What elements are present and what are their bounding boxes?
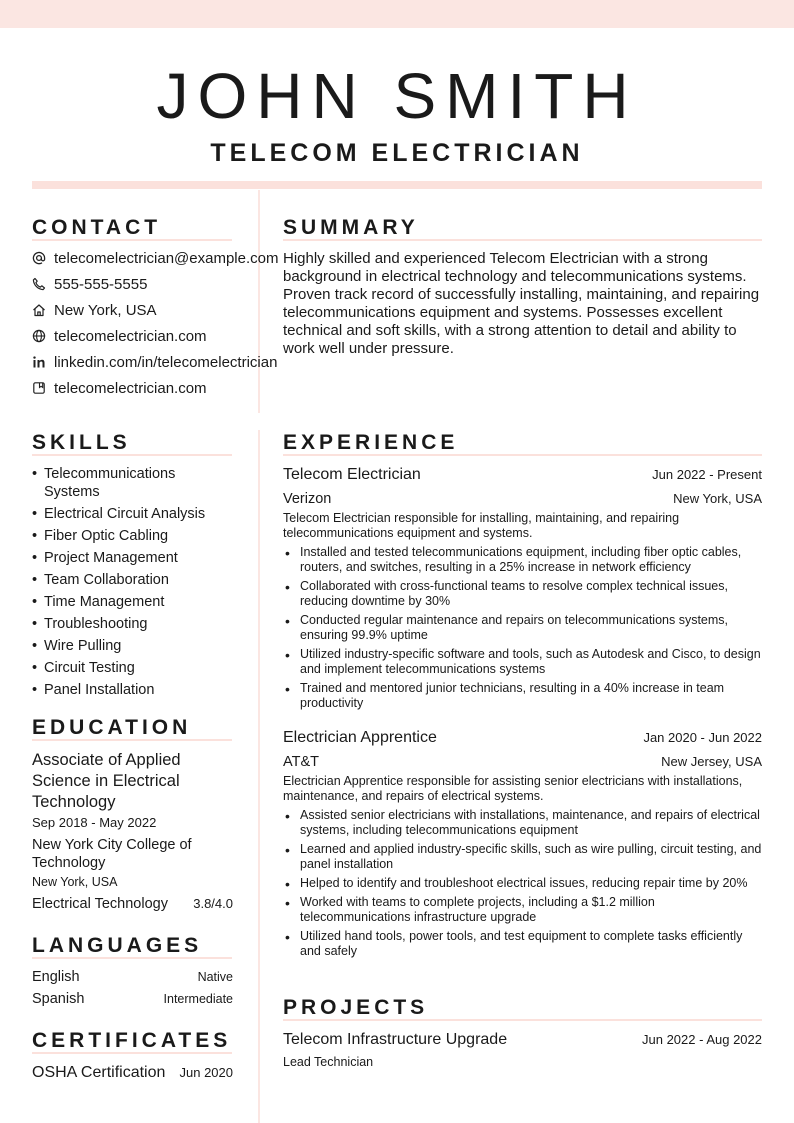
skill-item: • Telecommunications Systems [32,465,232,501]
contact-website-text: telecomelectrician.com [54,327,207,345]
skills-heading: SKILLS [32,431,131,454]
contact-rule [32,239,232,241]
education-heading: EDUCATION [32,716,192,739]
language-level: Intermediate [163,992,233,1006]
contact-portfolio[interactable] [32,378,207,398]
candidate-name: JOHN SMITH [156,60,638,132]
language-name: English [32,969,80,985]
portfolio-icon [32,381,54,395]
language-name: Spanish [32,991,85,1007]
job-bullet: • Utilized industry-specific software and tools, such as Autodesk and Cisco, to design and implement telecommunications systems [283,647,763,677]
skill-item: • Wire Pulling [32,637,232,655]
job-title: Electrician Apprentice [283,729,437,746]
language-level: Native [197,970,233,984]
top-accent-bar [0,0,794,28]
projects-rule [283,1019,762,1021]
education-school: New York City College of Technology [32,837,192,871]
skill-item: • Project Management [32,549,232,567]
skills-list [32,465,232,703]
contact-location [32,300,157,320]
job-dates: Jun 2022 - Present [652,467,762,482]
job-bullet: • Learned and applied industry-specific skills, such as wire pulling, circuit testing, and panel installation [283,842,763,872]
job-title: Telecom Electrician [283,466,421,483]
languages-heading: LANGUAGES [32,934,203,957]
contact-email-text: telecomelectrician@example.com [54,249,279,267]
contact-phone-text: 555-555-5555 [54,275,148,293]
skill-item: • Fiber Optic Cabling [32,527,232,545]
contact-website[interactable] [32,326,207,346]
job-bullet: • Trained and mentored junior technicians, resulting in a 40% increase in team productivity [283,681,763,711]
job-location: New Jersey, USA [661,754,762,769]
job-bullets [283,808,763,963]
phone-icon [32,277,54,291]
linkedin-icon [32,355,54,369]
contact-linkedin-text: linkedin.com/in/telecomelectrician [54,353,278,371]
at-icon [32,251,54,265]
column-divider-top [258,190,260,413]
experience-rule [283,454,762,456]
job-dates: Jan 2020 - Jun 2022 [643,730,762,745]
skill-item: • Panel Installation [32,681,232,699]
project-dates: Jun 2022 - Aug 2022 [642,1032,762,1047]
job-bullets [283,545,763,715]
certificate-name: OSHA Certification [32,1064,166,1081]
job-bullet: • Helped to identify and troubleshoot electrical issues, reducing repair time by 20% [283,876,763,891]
education-dates: Sep 2018 - May 2022 [32,815,157,830]
skill-item: • Time Management [32,593,232,611]
job-bullet: • Assisted senior electricians with installations, maintenance, and repairs of electrical systems, including telecommunications equipment [283,808,763,838]
job-bullet: • Collaborated with cross-functional teams to resolve complex technical issues, reducing downtime by 30% [283,579,763,609]
contact-location-text: New York, USA [54,301,157,319]
summary-rule [283,239,762,241]
education-rule [32,739,232,741]
summary-text: Highly skilled and experienced Telecom Electrician with a strong background in electrical technology and telecommunications systems. Proven track record of successfully installing, maintaining, and repairing telecommunications equipment and systems. Possesses excellent technical and soft skills, with a strong attention to detail and ability to work well under pressure. [283,250,760,357]
certificates-rule [32,1052,232,1054]
candidate-title: TELECOM ELECTRICIAN [210,139,584,167]
contact-portfolio-text: telecomelectrician.com [54,379,207,397]
skill-item: • Troubleshooting [32,615,232,633]
home-icon [32,303,54,317]
education-degree: Associate of Applied Science in Electrical Technology [32,751,181,811]
projects-heading: PROJECTS [283,996,429,1019]
job-bullet: • Installed and tested telecommunications equipment, including fiber optic cables, routers, and switches, resulting in a 25% increase in network efficiency [283,545,763,575]
contact-phone[interactable] [32,274,147,294]
job-description: Electrician Apprentice responsible for assisting senior electricians with installations, maintenance, and repairs of electrical systems. [283,774,743,803]
education-location: New York, USA [32,875,118,889]
job-company: AT&T [283,754,319,770]
education-gpa: 3.8/4.0 [193,896,233,911]
education-field: Electrical Technology [32,896,168,912]
skill-item: • Electrical Circuit Analysis [32,505,232,523]
skills-rule [32,454,232,456]
job-bullet: • Worked with teams to complete projects, including a $1.2 million telecommunications infrastructure upgrade [283,895,763,925]
column-divider-bottom [258,430,260,1123]
skill-item: • Circuit Testing [32,659,232,677]
summary-heading: SUMMARY [283,216,419,239]
job-description: Telecom Electrician responsible for installing, maintaining, and repairing telecommunications equipment and systems. [283,511,680,540]
certificates-heading: CERTIFICATES [32,1029,232,1052]
job-company: Verizon [283,491,332,507]
contact-heading: CONTACT [32,216,162,239]
job-bullet: • Conducted regular maintenance and repairs on telecommunications systems, ensuring 99.9% uptime [283,613,763,643]
languages-rule [32,957,232,959]
project-role: Lead Technician [283,1055,374,1069]
job-bullet: • Utilized hand tools, power tools, and test equipment to complete tasks efficiently and safely [283,929,763,959]
skill-item: • Team Collaboration [32,571,232,589]
project-title: Telecom Infrastructure Upgrade [283,1031,508,1048]
job-location: New York, USA [673,491,762,506]
globe-icon [32,329,54,343]
certificate-date: Jun 2020 [179,1065,233,1080]
experience-heading: EXPERIENCE [283,431,459,454]
contact-linkedin[interactable] [32,352,277,372]
contact-email[interactable] [32,248,278,268]
header-divider [32,181,762,189]
